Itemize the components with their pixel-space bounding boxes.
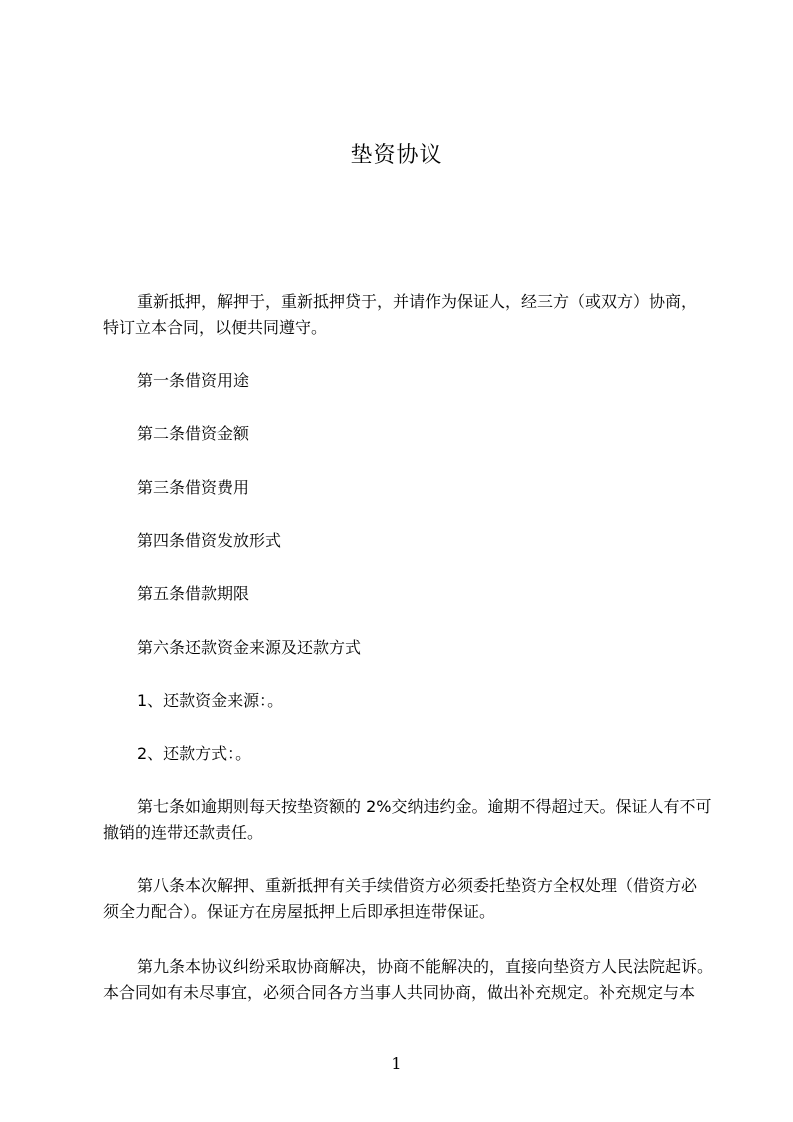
article-8-line-2: 须全力配合）。保证方在房屋抵押上后即承担连带保证。 — [103, 902, 496, 921]
intro-paragraph — [103, 289, 703, 341]
article-5-heading: 第五条借款期限 — [137, 584, 250, 603]
article-6-item-2: 2、还款方式：。 — [137, 744, 252, 763]
article-8-paragraph — [103, 873, 703, 925]
article-9-line-1: 第九条本协议纠纷采取协商解决，协商不能解决的，直接向垫资方人民法院起诉。 — [137, 957, 714, 976]
intro-line-1: 重新抵押，解押于，重新抵押贷于，并请作为保证人，经三方（或双方）协商， — [137, 292, 698, 311]
article-7-line-1: 第七条如逾期则每天按垫资额的 2%交纳违约金。逾期不得超过天。保证人有不可 — [137, 797, 712, 816]
article-6-heading: 第六条还款资金来源及还款方式 — [137, 638, 362, 657]
document-title: 垫资协议 — [350, 143, 443, 168]
page-number: 1 — [391, 1054, 402, 1073]
article-6-item-1: 1、还款资金来源：。 — [137, 691, 284, 710]
article-8-line-1: 第八条本次解押、重新抵押有关手续借资方必须委托垫资方全权处理（借资方必 — [137, 876, 698, 895]
article-1-heading: 第一条借资用途 — [137, 371, 250, 390]
article-9-paragraph — [103, 954, 714, 1006]
article-9-line-2: 本合同如有未尽事宜，必须合同各方当事人共同协商，做出补充规定。补充规定与本 — [103, 983, 696, 1002]
article-3-heading: 第三条借资费用 — [137, 478, 250, 497]
article-2-heading: 第二条借资金额 — [137, 424, 250, 443]
article-7-paragraph — [103, 794, 712, 846]
intro-line-2: 特订立本合同，以便共同遵守。 — [103, 318, 328, 337]
article-4-heading: 第四条借资发放形式 — [137, 531, 282, 550]
article-7-line-2: 撤销的连带还款责任。 — [103, 823, 264, 842]
